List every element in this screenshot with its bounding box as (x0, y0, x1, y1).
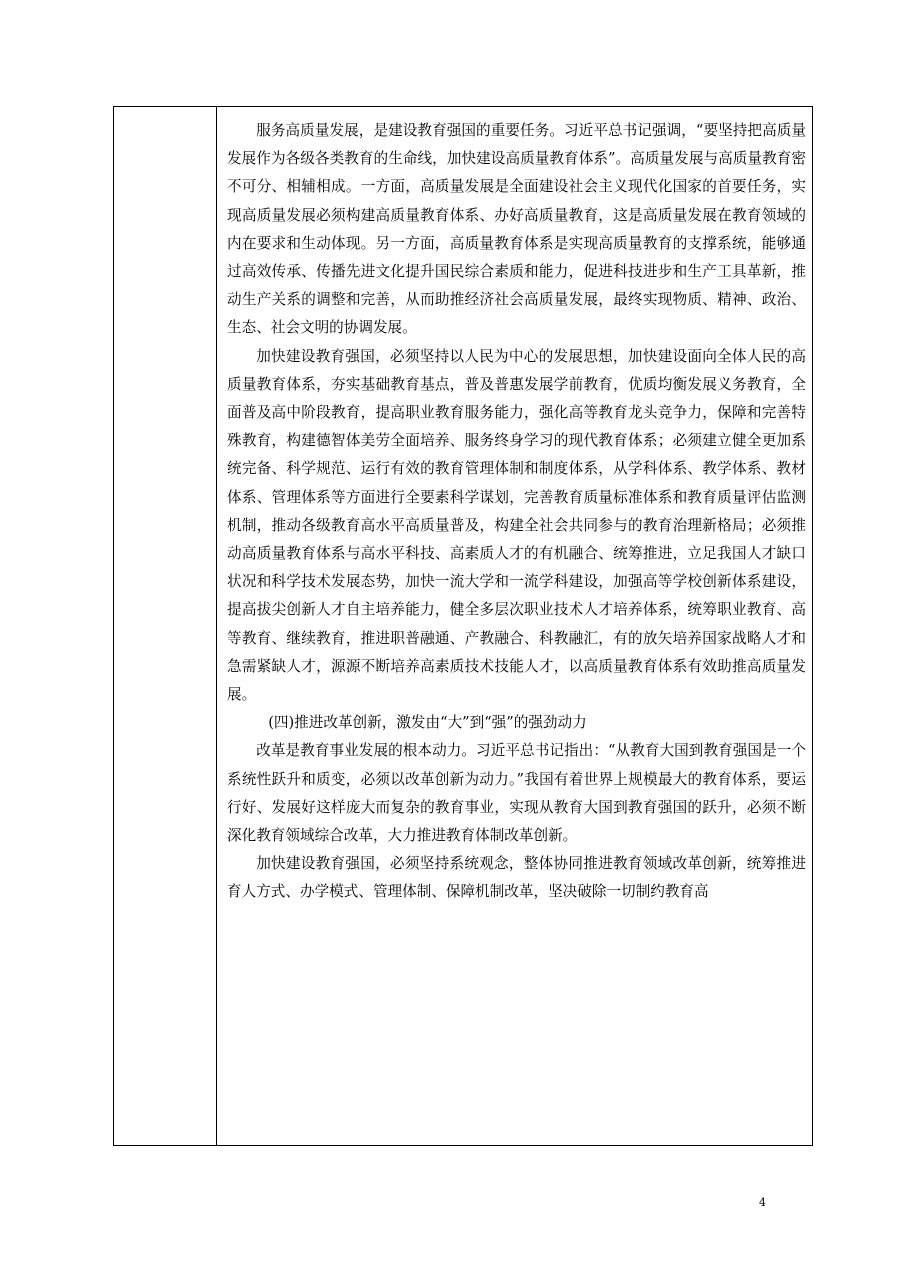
body-paragraph: 加快建设教育强国，必须坚持系统观念，整体协同推进教育领域改革创新，统筹推进育人方式、办学模式、管理体制、保障机制改革，坚决破除一切制约教育高 (227, 855, 806, 901)
content-table (113, 106, 813, 1146)
body-paragraph: 改革是教育事业发展的根本动力。习近平总书记指出：“从教育大国到教育强国是一个系统性跃升和质变，必须以改革创新为动力。”我国有着世界上规模最大的教育体系，要运行好、发展好这样庞大而复杂的教育事业，实现从教育大国到教育强国的跃升，必须不断深化教育领域综合改革，大力推进教育体制改革创新。 (227, 742, 806, 845)
section-heading: (四)推进改革创新，激发由“大”到“强”的强劲动力 (268, 714, 587, 732)
page-number: 4 (759, 1196, 766, 1209)
table-left-cell (114, 107, 217, 1145)
table-content-cell (217, 107, 812, 1145)
body-paragraph: 服务高质量发展，是建设教育强国的重要任务。习近平总书记强调，“要坚持把高质量发展作为各级各类教育的生命线，加快建设高质量教育体系”。高质量发展与高质量教育密不可分、相辅相成。一方面，高质量发展是全面建设社会主义现代化国家的首要任务，实现高质量发展必须构建高质量教育体系、办好高质量教育，这是高质量发展在教育领域的内在要求和生动体现。另一方面，高质量教育体系是实现高质量教育的支撑系统，能够通过高效传承、传播先进文化提升国民综合素质和能力，促进科技进步和生产工具革新，推动生产关系的调整和完善，从而助推经济社会高质量发展，最终实现物质、精神、政治、生态、社会文明的协调发展。 (227, 122, 806, 337)
body-paragraph: 加快建设教育强国，必须坚持以人民为中心的发展思想，加快建设面向全体人民的高质量教育体系，夯实基础教育基点，普及普惠发展学前教育，优质均衡发展义务教育，全面普及高中阶段教育，提高职业教育服务能力，强化高等教育龙头竞争力，保障和完善特殊教育，构建德智体美劳全面培养、服务终身学习的现代教育体系；必须建立健全更加系统完备、科学规范、运行有效的教育管理体制和制度体系，从学科体系、教学体系、教材体系、管理体系等方面进行全要素科学谋划，完善教育质量标准体系和教育质量评估监测机制，推动各级教育高水平高质量普及，构建全社会共同参与的教育治理新格局；必须推动高质量教育体系与高水平科技、高素质人才的有机融合、统筹推进，立足我国人才缺口状况和科学技术发展态势，加快一流大学和一流学科建设，加强高等学校创新体系建设，提高拔尖创新人才自主培养能力，健全多层次职业技术人才培养体系，统筹职业教育、高等教育、继续教育，推进职普融通、产教融合、科教融汇，有的放矢培养国家战略人才和急需紧缺人才，源源不断培养高素质技术技能人才，以高质量教育体系有效助推高质量发展。 (227, 347, 806, 704)
